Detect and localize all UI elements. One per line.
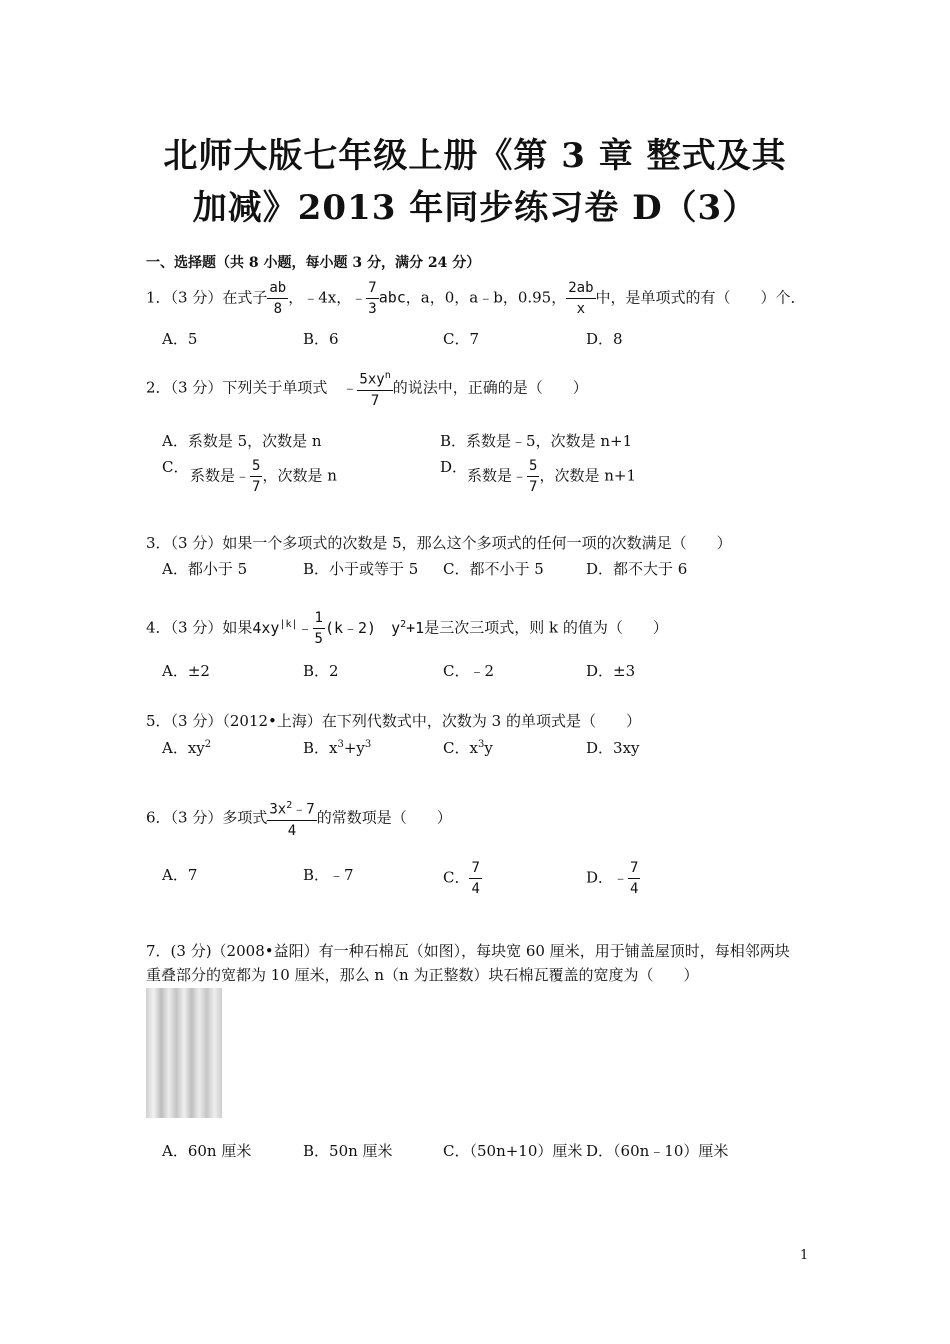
q6-optc-label: C． [443, 868, 470, 887]
question-6 [146, 796, 452, 841]
q5-option-c: C．$x^3y$ [443, 739, 493, 757]
q6-f-num: $3x^2﹣7$ [267, 796, 316, 821]
q2-f-sup: n [384, 370, 391, 381]
q4-f-num: 1 [313, 608, 325, 629]
q6-option-c [443, 858, 482, 899]
q2-option-c-label: C． [162, 458, 189, 476]
q2-option-a: A．系数是 5，次数是 n [162, 432, 322, 450]
q4-fraction [313, 608, 325, 649]
q1-f2-num: 7 [366, 278, 378, 299]
q6-suffix: 的常数项是（ ） [316, 808, 452, 827]
q2-optd-pre: 系数是﹣ [467, 466, 528, 485]
q1-f1-num: ab [267, 278, 288, 299]
page-title-line2: 加减》2013 年同步练习卷 D（3） [192, 188, 758, 228]
q4-option-c: C．﹣2 [443, 662, 495, 680]
q1-neg: ﹣ [351, 288, 367, 307]
q6-optd-label: D． [586, 868, 614, 887]
q4-term1-sup: |k| [279, 618, 298, 630]
q2-optd-fraction [527, 456, 539, 497]
q5-opta-sup: 2 [204, 739, 212, 750]
q6-f-sup: 2 [286, 800, 293, 811]
q2-option-b: B．系数是﹣5，次数是 n+1 [440, 432, 633, 450]
q1-fraction-3 [566, 278, 595, 319]
q5-option-a: A．$xy^2$ [162, 739, 212, 757]
q2-suffix: 的说法中，正确的是（ ） [392, 378, 588, 397]
q6-f-den: 4 [287, 822, 297, 839]
q5-optc-sup: 3 [477, 739, 485, 750]
q6-option-d [586, 858, 640, 899]
q2-optd-post: ，次数是 n+1 [539, 466, 636, 485]
q1-prefix: 1．（3 分）在式子 [146, 288, 268, 307]
q4-f-den: 5 [314, 631, 323, 647]
q5-optb-sup1: 3 [337, 739, 344, 750]
q6-optd-num: 7 [628, 858, 640, 879]
q6-optc-fraction [469, 858, 481, 899]
question-5: 5．（3 分）（2012•上海）在下列代数式中，次数为 3 的单项式是（ ） [146, 712, 641, 730]
page-title-line1: 北师大版七年级上册《第 3 章 整式及其 [163, 136, 787, 176]
question-7-line1: 7．(3 分)（2008•益阳）有一种石棉瓦（如图），每块宽 60 厘米，用于铺盖屋顶时，每相邻两块 [146, 942, 790, 960]
q2-f-den: 7 [370, 392, 380, 409]
q2-optc-fraction [250, 456, 262, 497]
page-number: 1 [800, 1248, 809, 1263]
q4-suffix: 是三次三项式，则 k 的值为（ ） [424, 618, 668, 637]
q2-optc-post: ，次数是 n [262, 466, 337, 485]
q6-option-a: A．7 [162, 866, 198, 884]
q7-option-c: C．（50n+10）厘米 [443, 1142, 583, 1160]
q2-option-d [467, 456, 636, 497]
q3-option-c: C．都不小于 5 [443, 560, 544, 578]
question-3: 3．（3 分）如果一个多项式的次数是 5，那么这个多项式的任何一项的次数满足（ ） [146, 534, 732, 552]
q6-optd-neg: ﹣ [613, 868, 629, 887]
q2-option-c [190, 456, 337, 497]
question-7-line2: 重叠部分的宽都为 10 厘米，那么 n（n 为正整数）块石棉瓦覆盖的宽度为（ ） [146, 966, 699, 984]
question-4 [146, 608, 668, 649]
q2-fraction [357, 366, 392, 411]
q7-option-d: D．（60n﹣10）厘米 [586, 1142, 729, 1160]
question-1 [146, 278, 806, 319]
q7-option-a: A．60n 厘米 [162, 1142, 252, 1160]
q1-abc: abc [378, 288, 406, 307]
q6-option-b: B．﹣7 [303, 866, 354, 884]
q3-option-a: A．都小于 5 [162, 560, 248, 578]
q6-optc-num: 7 [469, 858, 481, 879]
q2-prefix: 2．（3 分）下列关于单项式 [146, 378, 328, 397]
q1-option-b: B．6 [303, 330, 339, 348]
q1-fraction-1 [267, 278, 288, 319]
q3-option-b: B．小于或等于 5 [303, 560, 419, 578]
q1-f1-den: 8 [273, 301, 282, 317]
section-heading: 一、选择题（共 8 小题，每小题 3 分，满分 24 分） [146, 255, 481, 271]
q1-mid1: ，﹣4x， [288, 288, 352, 307]
q2-optd-den: 7 [529, 479, 538, 495]
q5-option-d: D．3xy [586, 739, 640, 757]
q1-fraction-2 [366, 278, 378, 319]
q2-option-d-label: D． [440, 458, 468, 476]
q2-optd-num: 5 [527, 456, 539, 477]
q4-option-d: D．±3 [586, 662, 636, 680]
question-2 [146, 366, 588, 411]
q6-prefix: 6．（3 分）多项式 [146, 808, 268, 827]
q2-neg: ﹣ [342, 378, 358, 397]
q1-f3-den: x [576, 301, 586, 317]
q7-option-b: B．50n 厘米 [303, 1142, 393, 1160]
q5-optb-sup2: 3 [364, 739, 372, 750]
q3-option-d: D．都不大于 6 [586, 560, 688, 578]
q1-f2-den: 3 [368, 301, 377, 317]
q4-term2: (k﹣2) $y^2+1$ [324, 618, 425, 637]
asbestos-tile-image [146, 988, 222, 1118]
q2-f-num: $5xy^n$ [357, 366, 392, 391]
q1-suffix: 中，是单项式的有（ ）个． [595, 288, 806, 307]
q1-option-c: C．7 [443, 330, 480, 348]
q1-mid2: ，a，0，a﹣b，0.95， [405, 288, 567, 307]
q1-option-a: A．5 [162, 330, 198, 348]
q4-term1: $4xy^{|k|}﹣$ [252, 618, 313, 637]
q4-term2-sup: 2 [400, 618, 407, 630]
q2-optc-num: 5 [250, 456, 262, 477]
q2-optc-den: 7 [252, 479, 261, 495]
q6-fraction [267, 796, 316, 841]
q1-f3-num: 2ab [566, 278, 595, 299]
q4-option-a: A．±2 [162, 662, 210, 680]
q4-prefix: 4．（3 分）如果 [146, 618, 253, 637]
q1-option-d: D．8 [586, 330, 623, 348]
q2-optc-pre: 系数是﹣ [190, 466, 251, 485]
q4-option-b: B．2 [303, 662, 339, 680]
q6-optd-fraction [628, 858, 640, 899]
q5-option-b: B．$x^3+y^3$ [303, 739, 372, 757]
q6-optc-den: 4 [471, 881, 480, 897]
q6-optd-den: 4 [630, 881, 639, 897]
